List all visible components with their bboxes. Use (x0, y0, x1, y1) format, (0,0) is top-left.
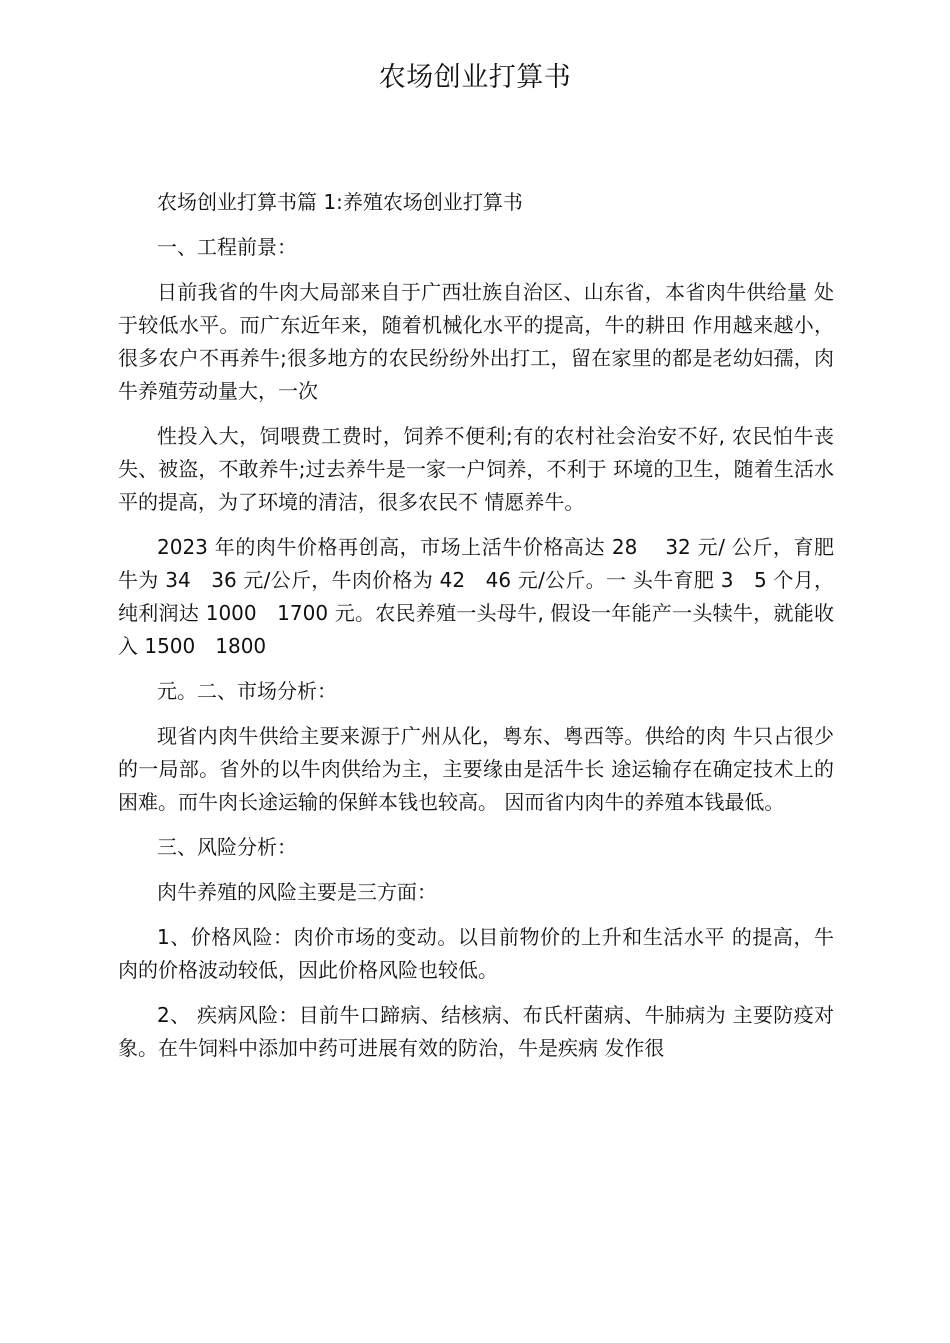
section-heading: 一、工程前景： (157, 235, 297, 259)
list-item: 2、 疾病风险：目前牛口蹄病、结核病、布氏杆菌病、牛肺病为 主要防疫对象。在牛饲料中添加中药可进展有效的防治，牛是疾病 发作很 (118, 1003, 834, 1060)
body-paragraph: 2023 年的肉牛价格再创高，市场上活牛价格高达 28 32 元/ 公斤，育肥牛为 34 36 元/公斤，牛肉价格为 42 46 元/公斤。一 头牛育肥 3 5 个月，纯利润达 1000 1700 元。农民养殖一头母牛, 假设一年能产一头犊牛，就能收入 1500 1800 (118, 535, 834, 658)
document-title: 农场创业打算书 (378, 62, 572, 93)
section-heading: 三、风险分析： (157, 835, 297, 859)
document-body (118, 186, 834, 1077)
body-paragraph: 肉牛养殖的风险主要是三方面： (157, 880, 437, 904)
section-heading: 农场创业打算书篇 1:养殖农场创业打算书 (157, 190, 523, 214)
section-heading: 元。二、市场分析： (157, 679, 337, 703)
body-paragraph: 性投入大，饲喂费工费时，饲养不便利;有的农村社会治安不好, 农民怕牛丧失、被盗，不敢养牛;过去养牛是一家一户饲养，不利于 环境的卫生，随着生活水平的提高，为了环境的清洁，很多农民不 情愿养牛。 (118, 424, 834, 514)
body-paragraph: 日前我省的牛肉大局部来自于广西壮族自治区、山东省，本省肉牛供给量 处于较低水平。而广东近年来，随着机械化水平的提高，牛的耕田 作用越来越小，很多农户不再养牛;很多地方的农民纷纷外出打工，留在家里的都是老幼妇孺，肉牛养殖劳动量大，一次 (118, 280, 834, 403)
list-item: 1、价格风险：肉价市场的变动。以目前物价的上升和生活水平 的提高，牛肉的价格波动较低，因此价格风险也较低。 (118, 925, 834, 982)
body-paragraph: 现省内肉牛供给主要来源于广州从化，粤东、粤西等。供给的肉 牛只占很少的一局部。省外的以牛肉供给为主，主要缘由是活牛长 途运输存在确定技术上的困难。而牛肉长途运输的保鲜本钱也较高。 因而省内肉牛的养殖本钱最低。 (118, 724, 834, 814)
